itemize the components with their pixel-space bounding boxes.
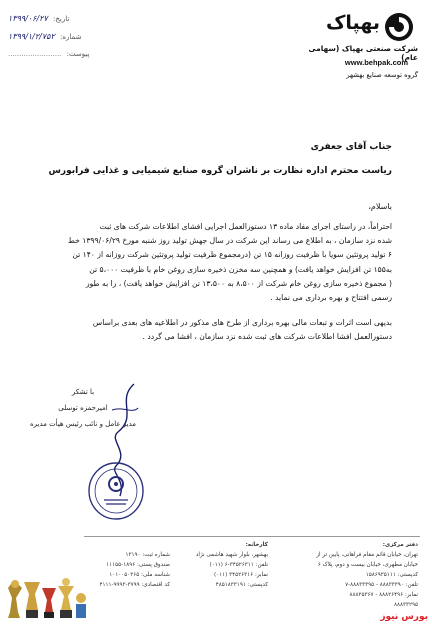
- factory-line: نمابر: ۳۴۵۲۶۳۱۶ (۰۱۱): [213, 572, 268, 578]
- registration-line: شناسه ملی: ۱۰۱۰۰۵۰۳۶۵: [109, 572, 170, 578]
- attachment-value: ........................: [8, 50, 62, 58]
- registration-line: شماره ثبت: ۱۳۱۹۰: [125, 552, 170, 558]
- office-line: کدپستی: ۱۵۸۶۹۳۵۱۱۱: [365, 572, 418, 578]
- greeting: باسلام،: [368, 202, 392, 211]
- brand-name: بهپاک: [325, 12, 380, 34]
- company-website: www.behpak.com: [344, 58, 408, 67]
- attachment-label: پیوست:: [66, 50, 90, 58]
- signatory-title: مدیر عامل و نائب رئیس هیأت مدیره: [29, 420, 136, 428]
- closing-line: بدیهی است اثرات و تبعات مالی بهره برداری از طرح های مذکور در اطلاعیه های بعدی براساس: [92, 318, 392, 327]
- registration-line: صندوق پستی: ۱۸۹۶-۱۱۱۵۵: [106, 562, 170, 568]
- company-stamp-icon: [86, 460, 146, 522]
- factory-line: کدپستی: ۴۸۵۱۸۳۳۱۹۱: [215, 582, 268, 588]
- office-line: خیابان مطهری، خیابان بیست و دوم، پلاک ۶: [317, 562, 418, 568]
- company-letterhead: [300, 12, 418, 100]
- factory-line: بهشهر، بلوار شهید هاشمی نژاد: [195, 552, 268, 558]
- factory-heading: کارخانه:: [245, 542, 268, 548]
- closing-line: دستورالعمل افشا اطلاعات شرکت های ثبت شده نزد سازمان ، افشا می گردد .: [142, 332, 392, 342]
- office-heading: دفتر مرکزی:: [382, 542, 418, 548]
- recipient: جناب آقای جعفری: [310, 142, 392, 152]
- paragraph-line: ۶ تولید پروتئین سویا با ظرفیت روزانه ۱۵ تن (درمجموع ظرفیت تولید پروتئین شرکت روزانه از ۱۴۰ تن: [72, 250, 392, 260]
- signature-thanks: با تشکر: [71, 388, 95, 396]
- letter-paragraph: [38, 220, 392, 305]
- subject: ریاست محترم اداره نظارت بر ناشران گروه صنایع شیمیایی و غذایی فرابورس: [48, 166, 392, 176]
- date-label: تاریخ:: [53, 15, 70, 23]
- number-label: شماره:: [60, 33, 82, 41]
- office-line: نمابر: ۸۸۸۲۶۴۹۶ - ۸۸۸۲۵۳۶۷: [349, 592, 418, 598]
- signatory-name: امیرحمزه توسلی: [58, 404, 108, 412]
- signature-block: [30, 384, 136, 432]
- closing-paragraph: [38, 316, 392, 344]
- number-line: [8, 32, 81, 41]
- company-name: شرکت صنعتی بهپاک (سهامی عام): [308, 44, 418, 62]
- behpak-logo-icon: [384, 12, 414, 42]
- registration-line: کد اقتصادی: ۳۷۹۹-۹۹۹۳-۴۱۱۱: [99, 582, 170, 588]
- paragraph-line: رسمی افتتاح و بهره برداری می نماید .: [270, 293, 392, 303]
- paragraph-line: احتراماً، در راستای اجرای مفاد ماده ۱۳ دستورالعمل اجرایی افشای اطلاعات شرکت های ثبت: [99, 222, 392, 231]
- group-name: گروه توسعه صنایع بهشهر: [346, 71, 418, 79]
- footer-factory: [196, 540, 268, 590]
- paragraph-line: به۱۵۵ تن افزایش خواهد یافت) و همچنین سه مخزن ذخیره سازی روغن خام با ظرفیت ۵،۰۰۰ تن: [89, 264, 392, 274]
- office-line: تلفن: ۸۸۸۳۳۳۹۰ - ۸۸۸۳۳۳۹۵-۷: [345, 582, 418, 588]
- number-value: ۱۳۹۹/۱/۲/۷۵۲: [8, 32, 55, 41]
- factory-line: تلفن: ۳۴۵۲۶۳۱۱-۶ (۰۱۱): [209, 562, 268, 568]
- paragraph-line: شده نزد سازمان ، به اطلاع می رساند این شرکت در سال جهش تولید روز شنبه مورخ ۱۳۹۹/۰۶/۲۹ خط: [67, 236, 392, 246]
- award-trophies-icon: [4, 574, 88, 620]
- footer-registration: [99, 550, 170, 590]
- office-line: ۸۸۸۳۳۲۹۵: [393, 602, 418, 608]
- watermark-label: بورس نیوز: [380, 612, 428, 622]
- date-value: ۱۳۹۹/۰۶/۲۷: [8, 14, 48, 23]
- attachment-line: [8, 50, 89, 58]
- paragraph-line: ( مجموع ذخیره سازی روغن خام شرکت از ۸،۵۰۰ به ۱۳،۵۰۰ تن افزایش خواهد یافت) ، را به طور: [85, 278, 392, 288]
- footer-office: [316, 540, 418, 610]
- office-line: تهران، خیابان قائم مقام فراهانی، پایین تر از: [316, 552, 418, 558]
- date-line: [8, 14, 69, 23]
- footer-divider: [84, 536, 420, 537]
